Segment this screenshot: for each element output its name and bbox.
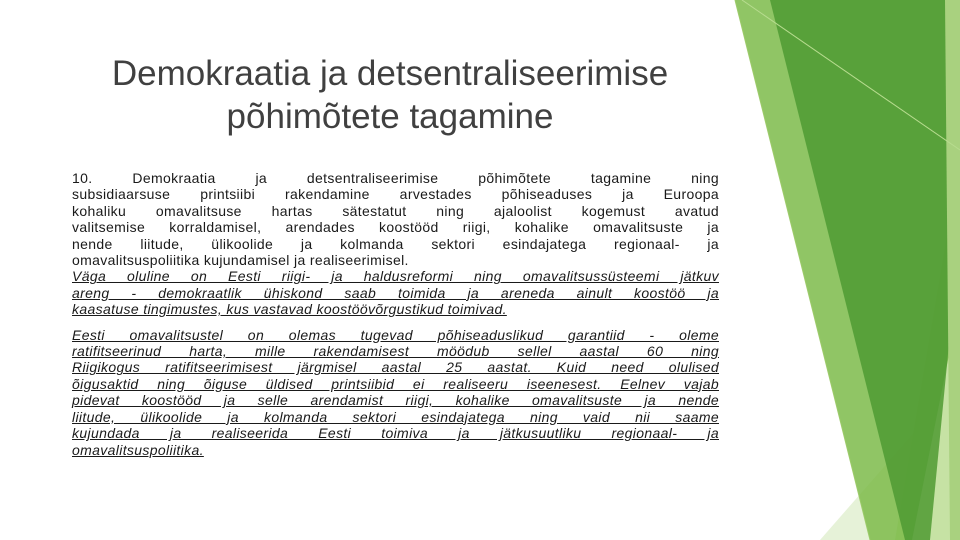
title-line: Demokraatia ja detsentraliseerimise <box>111 54 669 93</box>
underlined-text-line: Eesti omavalitsustel on olemas tugevad põhiseaduslikud garantiid - oleme <box>72 326 719 343</box>
slide-body <box>72 170 719 458</box>
text-line: valitsemise korraldamisel, arendades koostööd riigi, kohalike omavalitsuste ja <box>72 219 719 236</box>
underlined-text-line: pidevat koostööd ja selle arendamist riigi, kohalike omavalitsuste ja nende <box>72 392 719 409</box>
slide-title <box>60 52 720 138</box>
text-line: omavalitsuspoliitika kujundamisel ja realiseerimisel. <box>72 252 409 269</box>
underlined-text-line: kaasatuse tingimustes, kus vastavad koostöövõrgustikud toimivad. <box>72 301 507 318</box>
text-line: nende liitude, ülikoolide ja kolmanda sektori esindajatega regionaal- ja <box>72 235 719 252</box>
underlined-text-line: Riigikogus ratifitseerimisest järgmisel aastal 25 aastat. Kuid need olulised <box>72 359 719 376</box>
text-line: subsidiaarsuse printsiibi rakendamine arvestades põhiseaduses ja Euroopa <box>72 186 719 203</box>
underlined-text-line: õigusaktid ning õiguse üldised printsiibid ei realiseeru iseenesest. Eelnev vajab <box>72 375 719 392</box>
underlined-text-line: Väga oluline on Eesti riigi- ja haldusreformi ning omavalitsussüsteemi jätkuv <box>72 268 719 285</box>
underlined-text-line: kujundada ja realiseerida Eesti toimiva ja jätkusuutliku regionaal- ja <box>72 425 719 442</box>
title-line: põhimõtete tagamine <box>226 97 554 136</box>
paragraph-1 <box>72 170 719 318</box>
paragraph-2 <box>72 327 719 458</box>
underlined-text-line: liitude, ülikoolide ja kolmanda sektori esindajatega ning vaid nii saame <box>72 408 719 425</box>
underlined-text-line: ratifitseerinud harta, mille rakendamisest möödub sellel aastal 60 ning <box>72 343 719 360</box>
text-line: 10. Demokraatia ja detsentraliseerimise põhimõtete tagamine ning <box>72 170 719 186</box>
underlined-text-line: omavalitsuspoliitika. <box>72 441 204 458</box>
text-line: kohaliku omavalitsuse hartas sätestatut ning ajaloolist kogemust avatud <box>72 202 719 219</box>
underlined-text-line: areng - demokraatlik ühiskond saab toimida ja areneda ainult koostöö ja <box>72 284 719 301</box>
